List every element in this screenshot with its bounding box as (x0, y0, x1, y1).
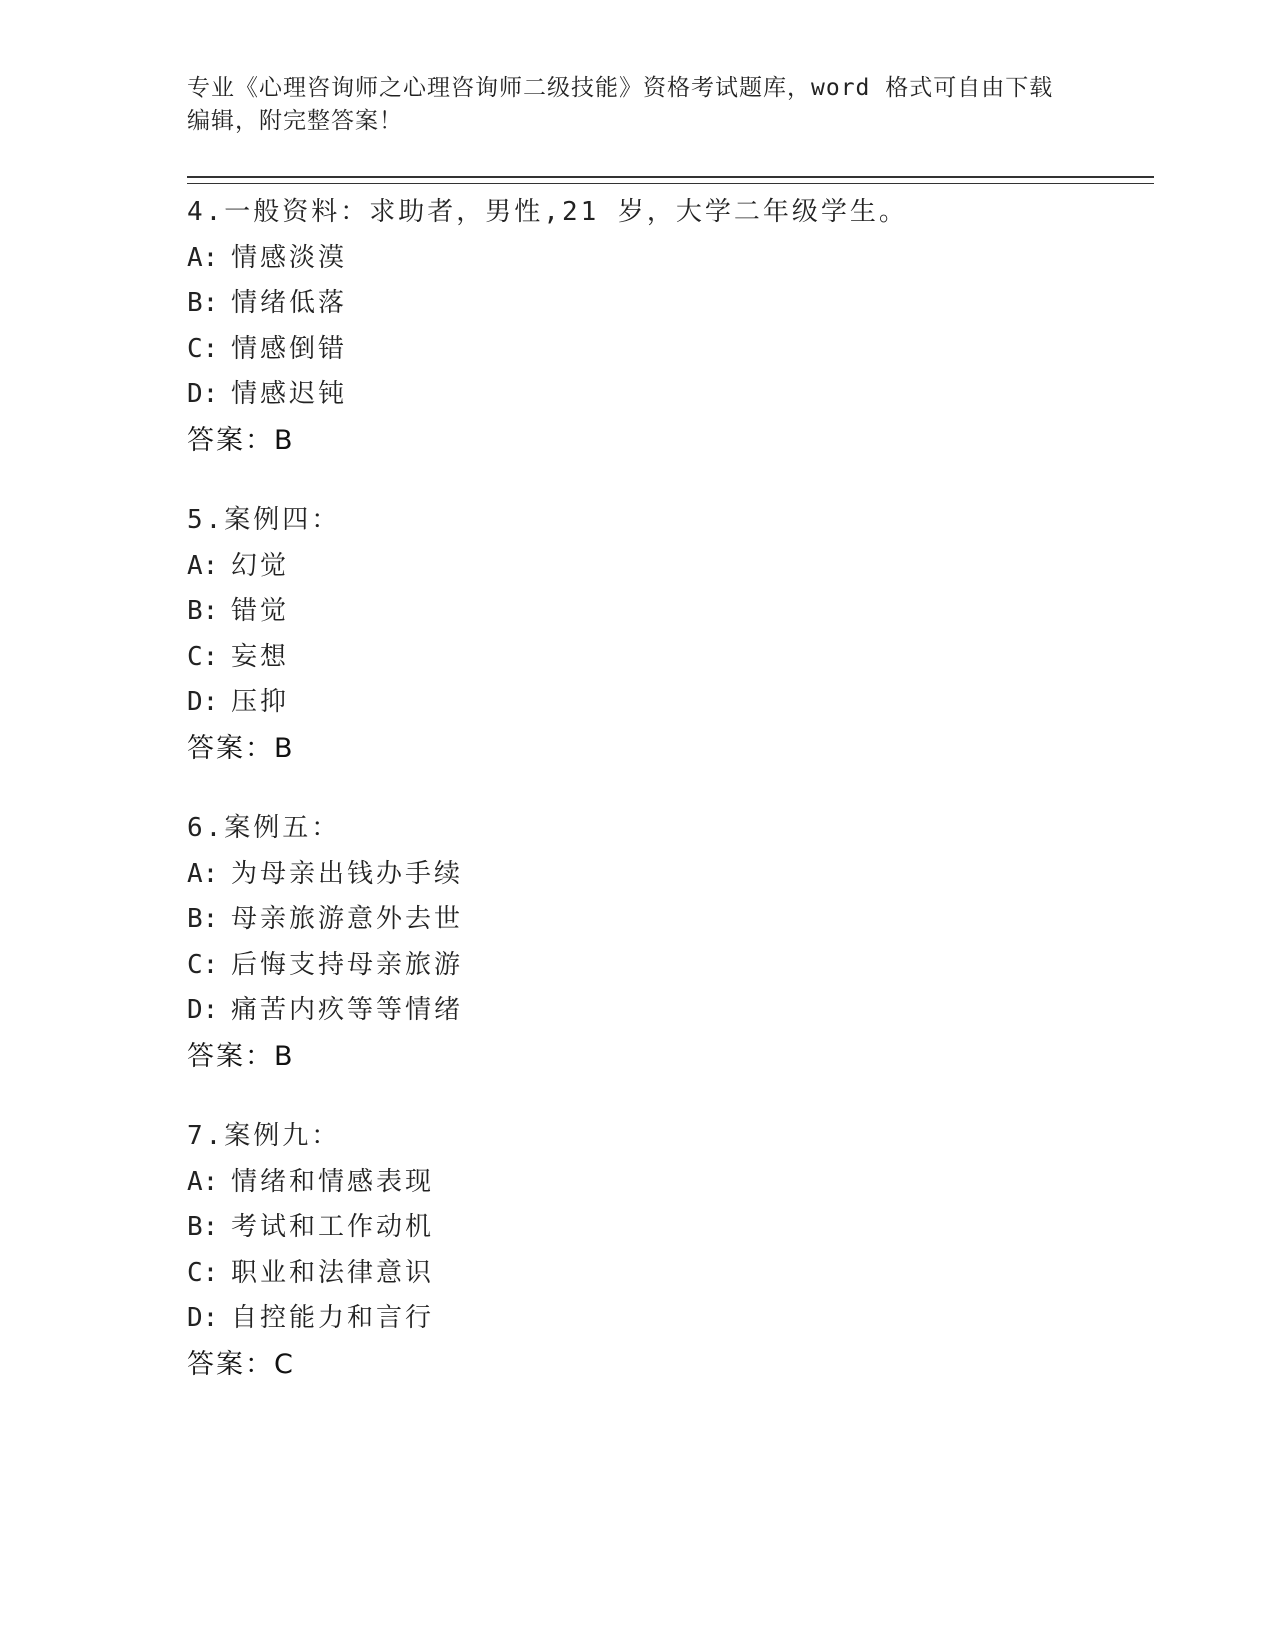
option-text: 情感迟钝 (231, 379, 348, 409)
option-text: 情绪和情感表现 (231, 1166, 435, 1197)
header-line-1: 专业《心理咨询师之心理咨询师二级技能》资格考试题库，word 格式可自由下载 (187, 75, 1054, 101)
question-stem: 5.案例四： (187, 505, 341, 535)
header-note (187, 72, 1087, 138)
option-letter: D: (187, 1303, 219, 1333)
option-text: 后悔支持母亲旅游 (231, 949, 464, 980)
option-letter: D: (187, 687, 219, 717)
option-text: 考试和工作动机 (231, 1212, 435, 1242)
option-b (187, 1205, 1147, 1251)
question-item (187, 190, 1147, 463)
option-c (187, 635, 1147, 681)
option-b (187, 281, 1147, 327)
question-stem: 7.案例九： (187, 1121, 341, 1151)
question-item (187, 806, 1147, 1079)
option-a (187, 852, 1147, 898)
option-c (187, 943, 1147, 989)
option-a (187, 544, 1147, 590)
option-d (187, 988, 1147, 1034)
option-d (187, 372, 1147, 418)
option-letter: C: (187, 949, 219, 980)
option-text: 母亲旅游意外去世 (231, 904, 464, 934)
option-text: 自控能力和言行 (231, 1303, 435, 1333)
option-letter: B: (187, 596, 219, 626)
option-letter: B: (187, 904, 219, 934)
option-text: 情感倒错 (231, 333, 348, 364)
option-c (187, 1251, 1147, 1297)
option-text: 情绪低落 (231, 288, 348, 318)
option-text: 为母亲出钱办手续 (231, 858, 464, 889)
option-text: 错觉 (231, 596, 290, 626)
option-letter: B: (187, 1212, 219, 1242)
option-text: 职业和法律意识 (231, 1257, 435, 1288)
option-a (187, 1160, 1147, 1206)
option-text: 妄想 (231, 641, 290, 672)
option-letter: A: (187, 242, 219, 273)
option-text: 压抑 (231, 687, 290, 717)
option-letter: C: (187, 333, 219, 364)
option-letter: D: (187, 995, 219, 1025)
option-letter: A: (187, 858, 219, 889)
option-a (187, 236, 1147, 282)
option-d (187, 680, 1147, 726)
option-b (187, 897, 1147, 943)
question-item (187, 498, 1147, 771)
option-letter: B: (187, 288, 219, 318)
answer-line: 答案：B (187, 732, 295, 764)
option-text: 痛苦内疚等等情绪 (231, 995, 464, 1025)
option-letter: A: (187, 550, 219, 581)
answer-line: 答案：B (187, 1040, 295, 1072)
option-letter: C: (187, 641, 219, 672)
question-item (187, 1114, 1147, 1387)
option-b (187, 589, 1147, 635)
option-c (187, 327, 1147, 373)
header-divider-thin (187, 183, 1154, 184)
answer-line: 答案：C (187, 1348, 295, 1380)
option-letter: C: (187, 1257, 219, 1288)
header-divider-thick (187, 176, 1154, 178)
option-text: 情感淡漠 (231, 242, 348, 273)
header-line-2: 编辑，附完整答案！ (187, 108, 403, 134)
question-stem: 6.案例五： (187, 813, 341, 843)
question-list (187, 190, 1147, 1422)
answer-line: 答案：B (187, 424, 295, 456)
option-d (187, 1296, 1147, 1342)
option-text: 幻觉 (231, 550, 290, 581)
question-stem: 4.一般资料：求助者，男性,21 岁，大学二年级学生。 (187, 197, 908, 227)
option-letter: D: (187, 379, 219, 409)
option-letter: A: (187, 1166, 219, 1197)
